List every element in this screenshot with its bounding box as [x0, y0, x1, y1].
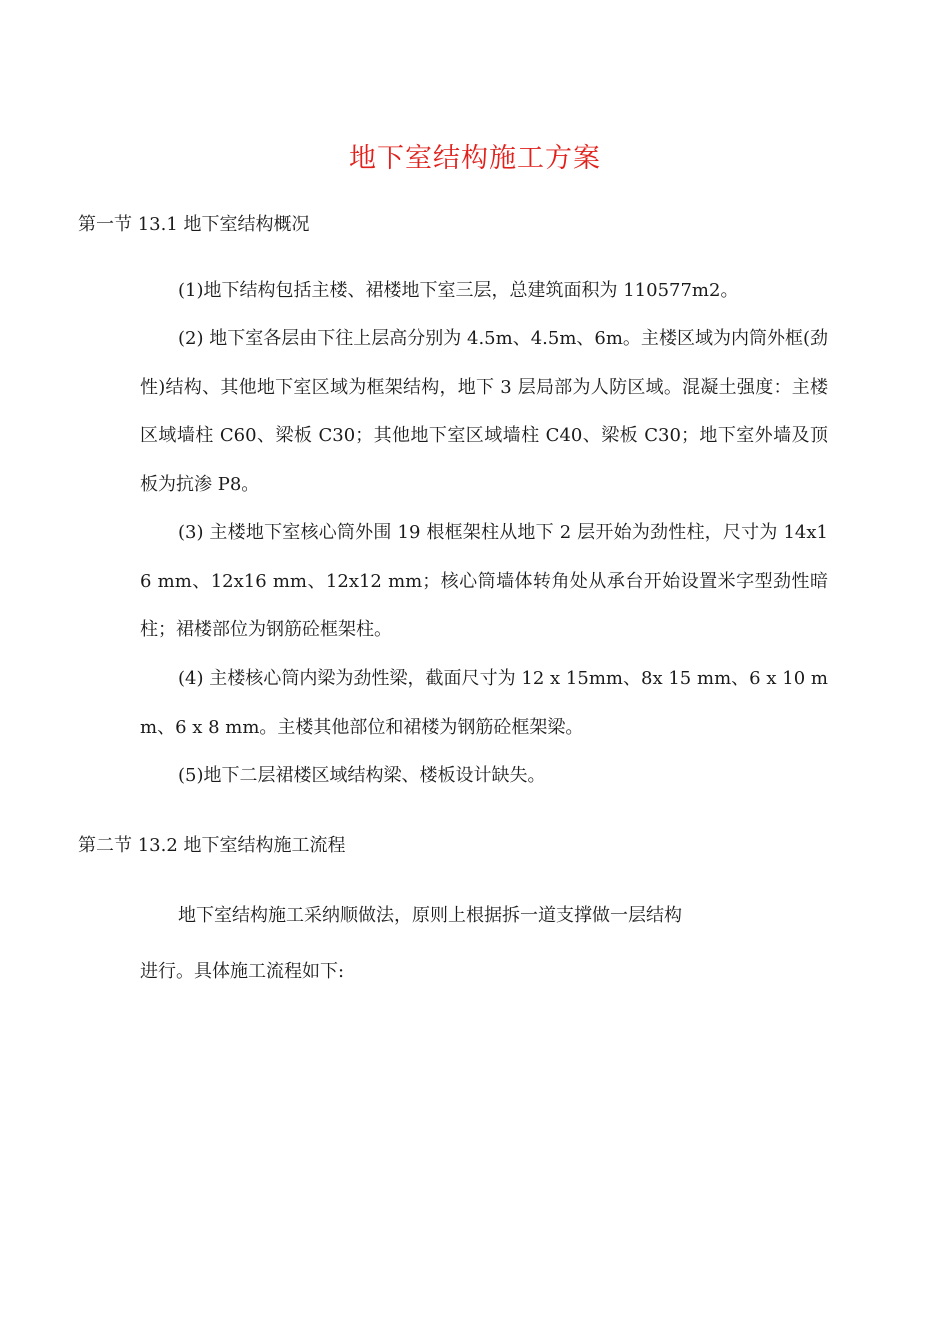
- paragraph-5: (5)地下二层裙楼区域结构梁、楼板设计缺失。: [178, 765, 546, 786]
- paragraph-3: (3) 主楼地下室核心筒外围 19 根框架柱从地下 2 层开始为劲性柱，尺寸为 14x16 mm、12x16 mm、12x12 mm；核心筒墙体转角处从承台开始设置米字型劲性暗柱；裙楼部位为钢筋砼框架柱。: [140, 522, 828, 640]
- section-2-text-line-1: 地下室结构施工采纳顺做法，原则上根据拆一道支撑做一层结构: [178, 905, 682, 926]
- section-2-text-line-2: 进行。具体施工流程如下:: [140, 961, 345, 982]
- paragraph-1: (1)地下结构包括主楼、裙楼地下室三层，总建筑面积为 110577m2。: [178, 280, 739, 301]
- section-1-heading: 第一节 13.1 地下室结构概况: [78, 214, 310, 235]
- paragraph-4: (4) 主楼核心筒内梁为劲性梁，截面尺寸为 12 x 15mm、8x 15 mm、6 x 10 mm、6 x 8 mm。主楼其他部位和裙楼为钢筋砼框架梁。: [140, 668, 828, 738]
- paragraph-2: (2) 地下室各层由下往上层高分别为 4.5m、4.5m、6m。主楼区域为内筒外框(劲性)结构、其他地下室区域为框架结构，地下 3 层局部为人防区域。混凝土强度：主楼区域墙柱 C60、梁板 C30；其他地下室区域墙柱 C40、梁板 C30；地下室外墙及顶板为抗渗 P8。: [140, 328, 828, 495]
- section-2-heading: 第二节 13.2 地下室结构施工流程: [78, 835, 346, 856]
- document-title: 地下室结构施工方案: [349, 143, 601, 174]
